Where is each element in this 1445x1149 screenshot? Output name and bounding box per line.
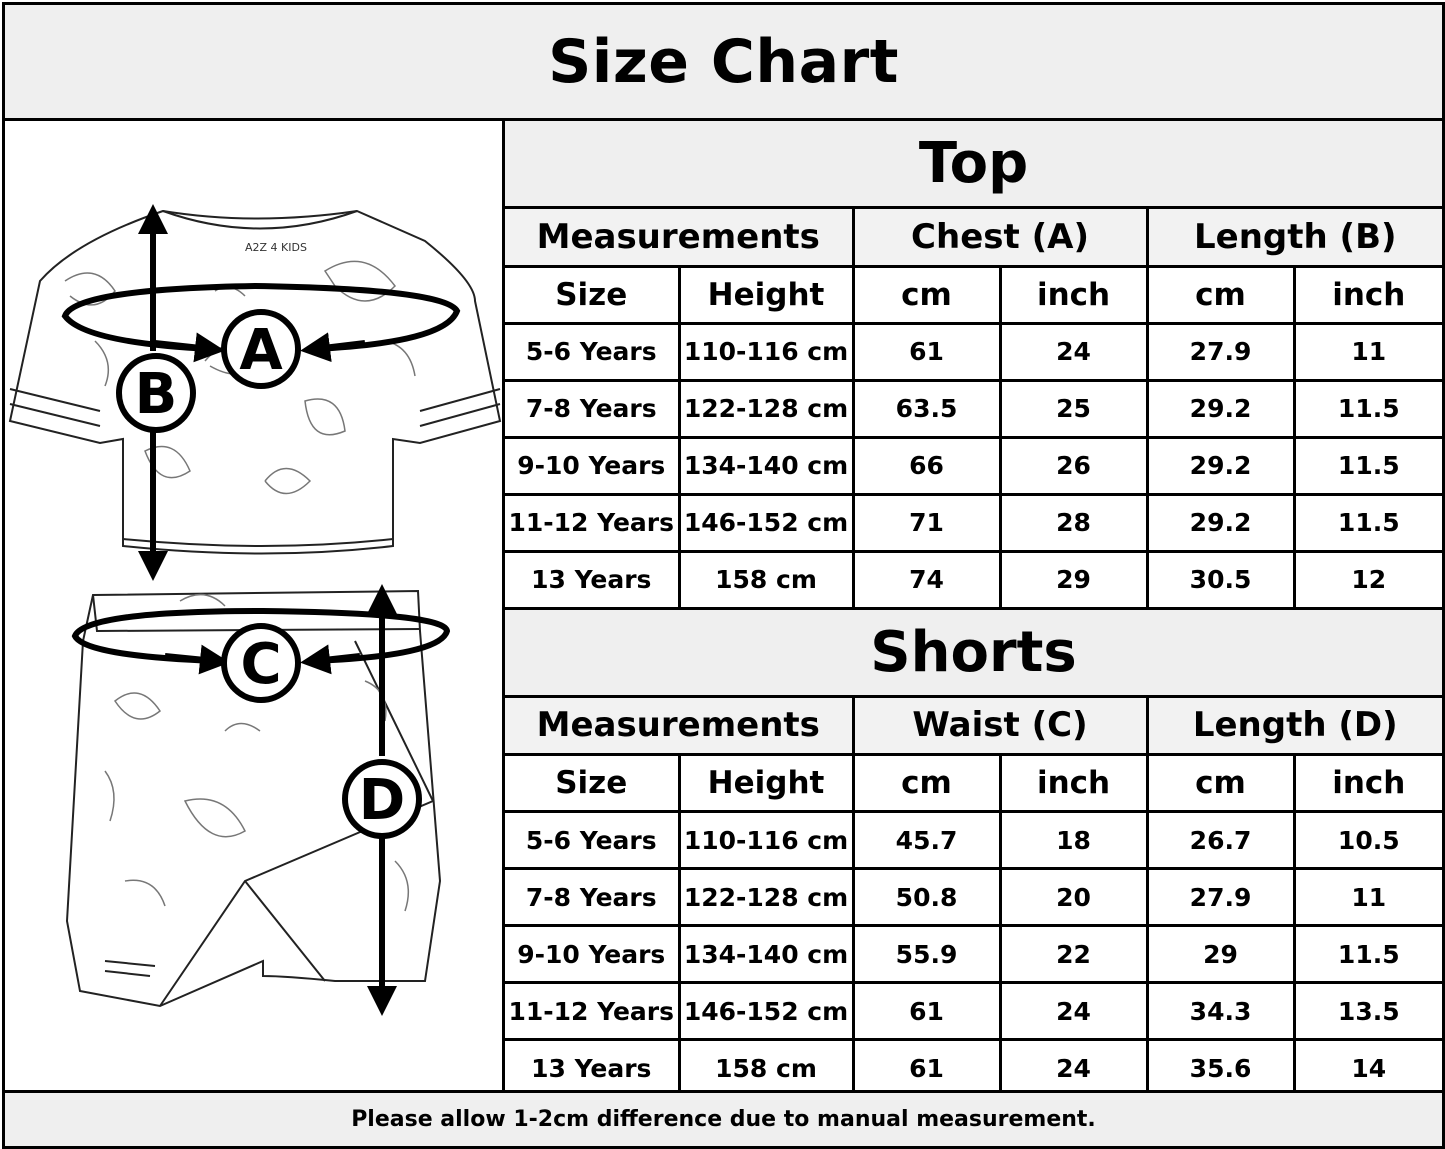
cell-chest-cm: 61 [853,323,1000,380]
shorts-section-title: Shorts [505,610,1442,698]
cell-waist-inch: 20 [1000,869,1147,926]
cell-chest-cm: 66 [853,437,1000,494]
cell-size: 5-6 Years [505,812,679,869]
cell-length-cm: 27.9 [1147,869,1294,926]
cell-waist-cm: 55.9 [853,926,1000,983]
cell-waist-inch: 22 [1000,926,1147,983]
top-group-chest: Chest (A) [853,209,1147,266]
shorts-col-waist-inch: inch [1000,755,1147,812]
shorts-col-length-cm: cm [1147,755,1294,812]
garment-illustration [5,121,505,1090]
cell-height: 110-116 cm [679,812,853,869]
size-chart-frame [2,2,1445,1149]
top-col-chest-inch: inch [1000,266,1147,323]
table-row [505,812,1442,869]
cell-chest-inch: 25 [1000,380,1147,437]
page-title: Size Chart [548,26,899,97]
svg-text:C: C [240,632,282,697]
shorts-group-measurements: Measurements [505,698,853,755]
cell-size: 9-10 Years [505,926,679,983]
cell-waist-cm: 45.7 [853,812,1000,869]
cell-size: 9-10 Years [505,437,679,494]
cell-length-inch: 11.5 [1294,380,1442,437]
cell-chest-inch: 29 [1000,551,1147,608]
cell-length-cm: 27.9 [1147,323,1294,380]
top-section-title: Top [505,121,1442,209]
cell-height: 122-128 cm [679,869,853,926]
cell-length-inch: 11 [1294,869,1442,926]
cell-chest-inch: 28 [1000,494,1147,551]
cell-length-cm: 29 [1147,926,1294,983]
cell-height: 146-152 cm [679,494,853,551]
svg-text:D: D [358,768,406,833]
cell-chest-inch: 26 [1000,437,1147,494]
top-size-table [505,209,1442,610]
size-tables [505,121,1442,1090]
cell-height: 134-140 cm [679,437,853,494]
cell-length-cm: 30.5 [1147,551,1294,608]
cell-chest-cm: 71 [853,494,1000,551]
cell-length-cm: 29.2 [1147,494,1294,551]
top-col-height: Height [679,266,853,323]
marker-c-icon [224,626,298,700]
cell-length-cm: 29.2 [1147,437,1294,494]
cell-size: 7-8 Years [505,380,679,437]
cell-height: 158 cm [679,1040,853,1097]
top-column-header-row [505,266,1442,323]
shorts-group-waist: Waist (C) [853,698,1147,755]
cell-length-cm: 29.2 [1147,380,1294,437]
table-row [505,551,1442,608]
svg-text:A: A [239,318,283,383]
cell-size: 13 Years [505,1040,679,1097]
table-row [505,983,1442,1040]
cell-size: 5-6 Years [505,323,679,380]
shorts-col-length-inch: inch [1294,755,1442,812]
svg-text:B: B [134,362,178,427]
cell-waist-cm: 61 [853,983,1000,1040]
cell-length-inch: 11 [1294,323,1442,380]
marker-d-icon [345,762,419,836]
title-bar [5,5,1442,121]
footer-note: Please allow 1-2cm difference due to manual measurement. [5,1090,1442,1146]
cell-length-cm: 34.3 [1147,983,1294,1040]
cell-size: 11-12 Years [505,983,679,1040]
cell-height: 158 cm [679,551,853,608]
marker-b-icon [119,356,193,430]
cell-length-inch: 10.5 [1294,812,1442,869]
cell-waist-inch: 24 [1000,1040,1147,1097]
top-col-chest-cm: cm [853,266,1000,323]
shorts-column-header-row [505,755,1442,812]
marker-a-icon [224,312,298,386]
table-row [505,926,1442,983]
cell-height: 134-140 cm [679,926,853,983]
shorts-group-header-row [505,698,1442,755]
cell-size: 11-12 Years [505,494,679,551]
shorts-size-table [505,698,1442,1099]
top-group-length: Length (B) [1147,209,1442,266]
cell-length-cm: 26.7 [1147,812,1294,869]
cell-length-inch: 11.5 [1294,437,1442,494]
top-group-measurements: Measurements [505,209,853,266]
top-col-length-cm: cm [1147,266,1294,323]
top-group-header-row [505,209,1442,266]
table-row [505,323,1442,380]
top-col-size: Size [505,266,679,323]
cell-waist-cm: 61 [853,1040,1000,1097]
table-row [505,437,1442,494]
shorts-col-height: Height [679,755,853,812]
cell-size: 7-8 Years [505,869,679,926]
cell-length-cm: 35.6 [1147,1040,1294,1097]
cell-chest-cm: 63.5 [853,380,1000,437]
garment-drawing [5,121,502,1090]
top-col-length-inch: inch [1294,266,1442,323]
cell-waist-inch: 18 [1000,812,1147,869]
cell-length-inch: 11.5 [1294,926,1442,983]
cell-waist-cm: 50.8 [853,869,1000,926]
cell-height: 146-152 cm [679,983,853,1040]
cell-height: 122-128 cm [679,380,853,437]
cell-height: 110-116 cm [679,323,853,380]
shorts-col-waist-cm: cm [853,755,1000,812]
cell-chest-cm: 74 [853,551,1000,608]
cell-length-inch: 12 [1294,551,1442,608]
cell-length-inch: 13.5 [1294,983,1442,1040]
shorts-group-length: Length (D) [1147,698,1442,755]
table-row [505,494,1442,551]
cell-length-inch: 14 [1294,1040,1442,1097]
cell-length-inch: 11.5 [1294,494,1442,551]
shorts-col-size: Size [505,755,679,812]
table-row [505,1040,1442,1097]
cell-chest-inch: 24 [1000,323,1147,380]
cell-size: 13 Years [505,551,679,608]
cell-waist-inch: 24 [1000,983,1147,1040]
table-row [505,869,1442,926]
brand-label: A2Z 4 KIDS [245,241,307,254]
table-row [505,380,1442,437]
